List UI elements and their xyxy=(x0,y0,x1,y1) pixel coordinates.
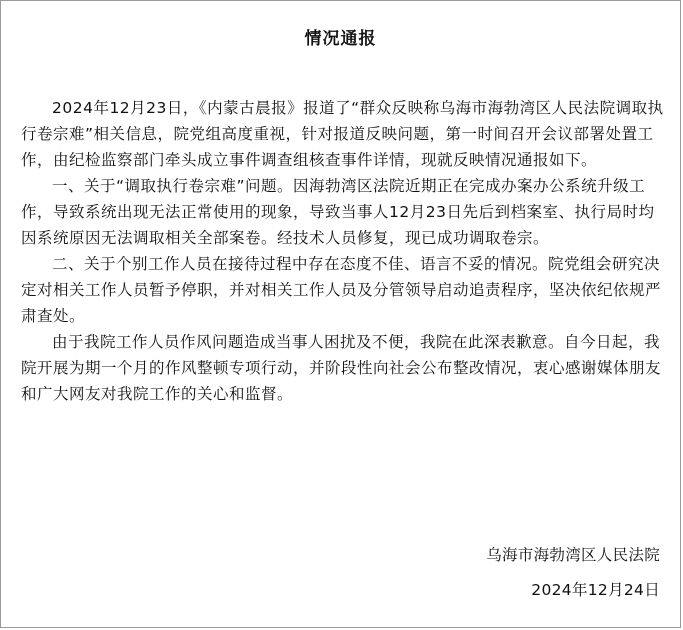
paragraph-item-two: 二、关于个别工作人员在接待过程中存在态度不佳、语言不妥的情况。院党组会研究决定对相关工作人员暂予停职，并对相关工作人员及分管领导启动追责程序，坚决依纪依规严肃查处。 xyxy=(21,255,662,325)
paragraph-item-one: 一、关于“调取执行卷宗难”问题。因海勃湾区法院近期正在完成办案办公系统升级工作，导致系统出现无法正常使用的现象，导致当事人12月23日先后到档案室、执行局时均因系统原因无法调取相关全部案卷。经技术人员修复，现已成功调取卷宗。 xyxy=(21,177,655,247)
notice-title: 情况通报 xyxy=(304,29,377,49)
signature-date: 2024年12月24日 xyxy=(531,581,660,599)
paragraph-intro: 2024年12月23日，《内蒙古晨报》报道了“群众反映称乌海市海勃湾区人民法院调取执行卷宗难”相关信息，院党组高度重视，针对报道反映问题，第一时间召开会议部署处置工作，由纪检监察部门牵头成立事件调查组核查事件详情，现就反映情况通报如下。 xyxy=(21,99,664,169)
paragraph-apology: 由于我院工作人员作风问题造成当事人困扰及不便，我院在此深表歉意。自今日起，我院开展为期一个月的作风整顿专项行动，并阶段性向社会公布整改情况，衷心感谢媒体朋友和广大网友对我院工作的关心和监督。 xyxy=(21,333,662,403)
signature-organization: 乌海市海勃湾区人民法院 xyxy=(486,546,660,564)
notice-body xyxy=(21,95,665,407)
